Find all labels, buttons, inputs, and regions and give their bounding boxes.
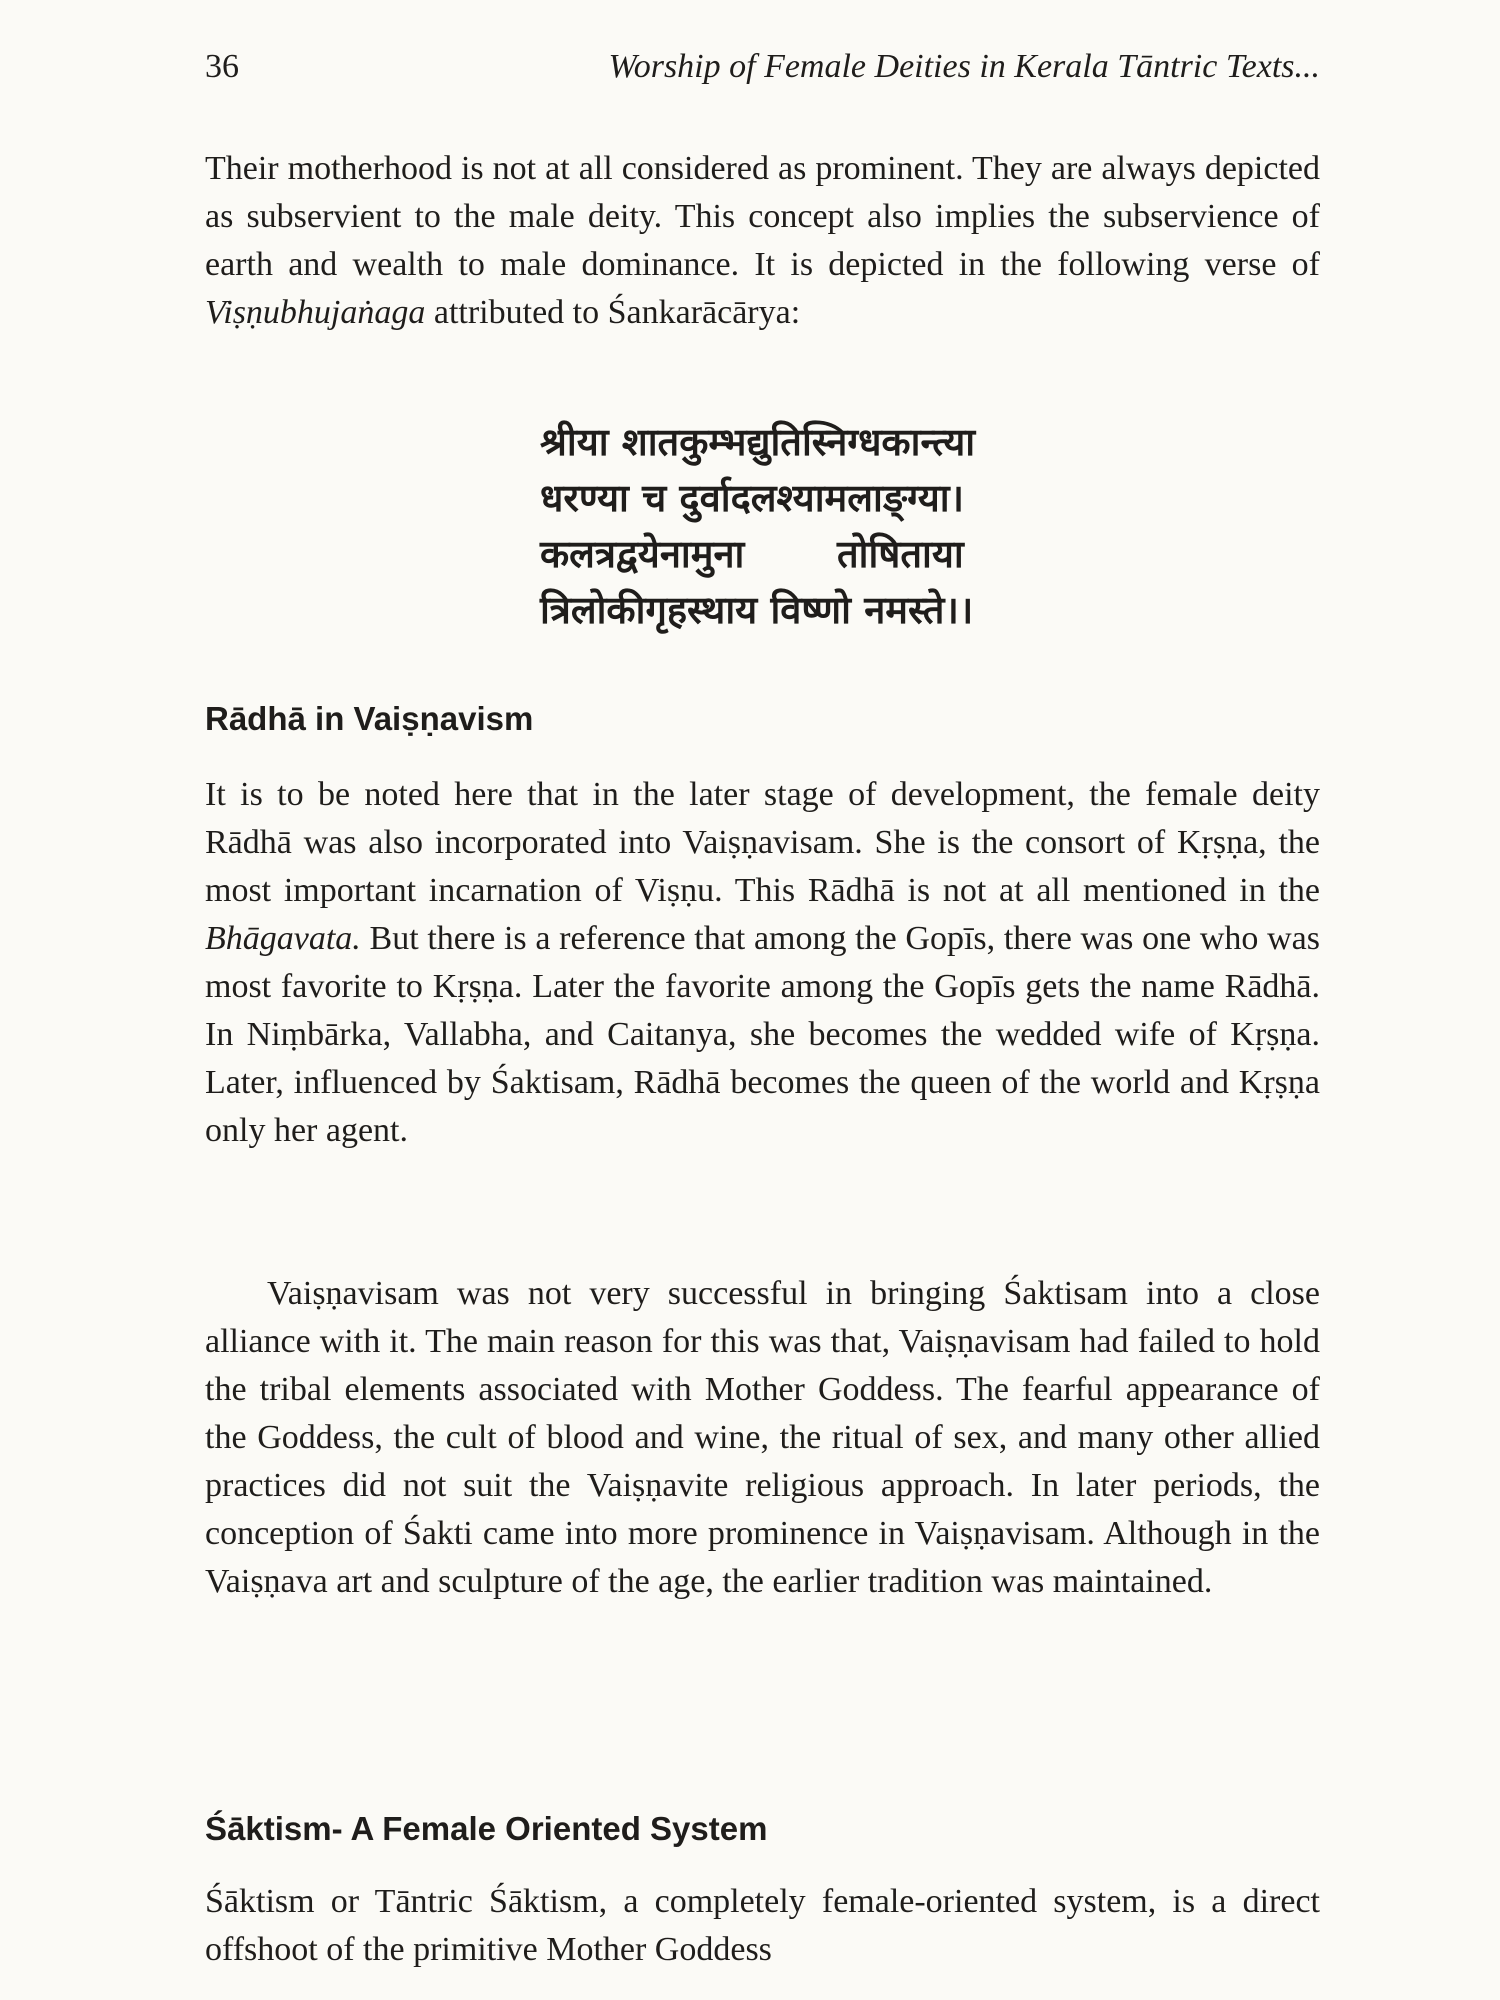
- paragraph-1-italic-title: Viṣṇubhujaṅaga: [205, 294, 426, 331]
- page-header: [205, 48, 1320, 98]
- paragraph-1-text: Their motherhood is not at all considered as prominent. They are always depicted as subservient to the male deity. This concept also implies the subservience of earth and wealth to male dominance. It is depicted in the following verse of: [205, 150, 1320, 283]
- paragraph-1: [205, 145, 1320, 337]
- section-heading-radha: Rādhā in Vaiṣṇavism: [205, 700, 534, 737]
- paragraph-3: [205, 1270, 1320, 1606]
- paragraph-2-italic-title: Bhāgavata.: [205, 920, 361, 957]
- running-title: Worship of Female Deities in Kerala Tāntric Texts...: [608, 48, 1320, 85]
- verse-line: कलत्रद्वयेनामुना तोषिताया: [540, 532, 964, 576]
- paragraph-4: [205, 1878, 1320, 1974]
- paragraph-4-text: Śāktism or Tāntric Śāktism, a completely female-oriented system, is a direct offshoot of the primitive Mother Goddess: [205, 1883, 1320, 1968]
- page-number: 36: [205, 48, 239, 85]
- paragraph-2-tail: But there is a reference that among the Gopīs, there was one who was most favorite to Kṛṣṇa. Later the favorite among the Gopīs gets the name Rādhā. In Niṃbārka, Vallabha, and Caitanya, she becomes the wedded wife of Kṛṣṇa. Later, influenced by Śaktisam, Rādhā becomes the queen of the world and Kṛṣṇa only her agent.: [205, 920, 1320, 1149]
- paragraph-2-text: It is to be noted here that in the later stage of development, the female deity Rādhā was also incorporated into Vaiṣṇavisam. She is the consort of Kṛṣṇa, the most important incarnation of Viṣṇu. This Rādhā is not at all mentioned in the: [205, 776, 1320, 909]
- section-heading-saktism: Śāktism- A Female Oriented System: [205, 1810, 768, 1847]
- paragraph-3-text: Vaiṣṇavisam was not very successful in bringing Śaktisam into a close alliance with it. The main reason for this was that, Vaiṣṇavisam had failed to hold the tribal elements associated with Mother Goddess. The fearful appearance of the Goddess, the cult of blood and wine, the ritual of sex, and many other allied practices did not suit the Vaiṣṇavite religious approach. In later periods, the conception of Śakti came into more prominence in Vaiṣṇavisam. Although in the Vaiṣṇava art and sculpture of the age, the earlier tradition was maintained.: [205, 1275, 1320, 1600]
- verse-line: श्रीया शातकुम्भद्युतिस्निग्धकान्त्या: [540, 420, 976, 464]
- verse-line: धरण्या च दुर्वादलश्यामलाङ्ग्या।: [540, 476, 965, 520]
- paragraph-1-tail: attributed to Śankarācārya:: [425, 294, 801, 331]
- paragraph-2: [205, 771, 1320, 1155]
- sanskrit-verse: [540, 414, 1160, 638]
- verse-line: त्रिलोकीगृहस्थाय विष्णो नमस्ते।।: [540, 588, 974, 632]
